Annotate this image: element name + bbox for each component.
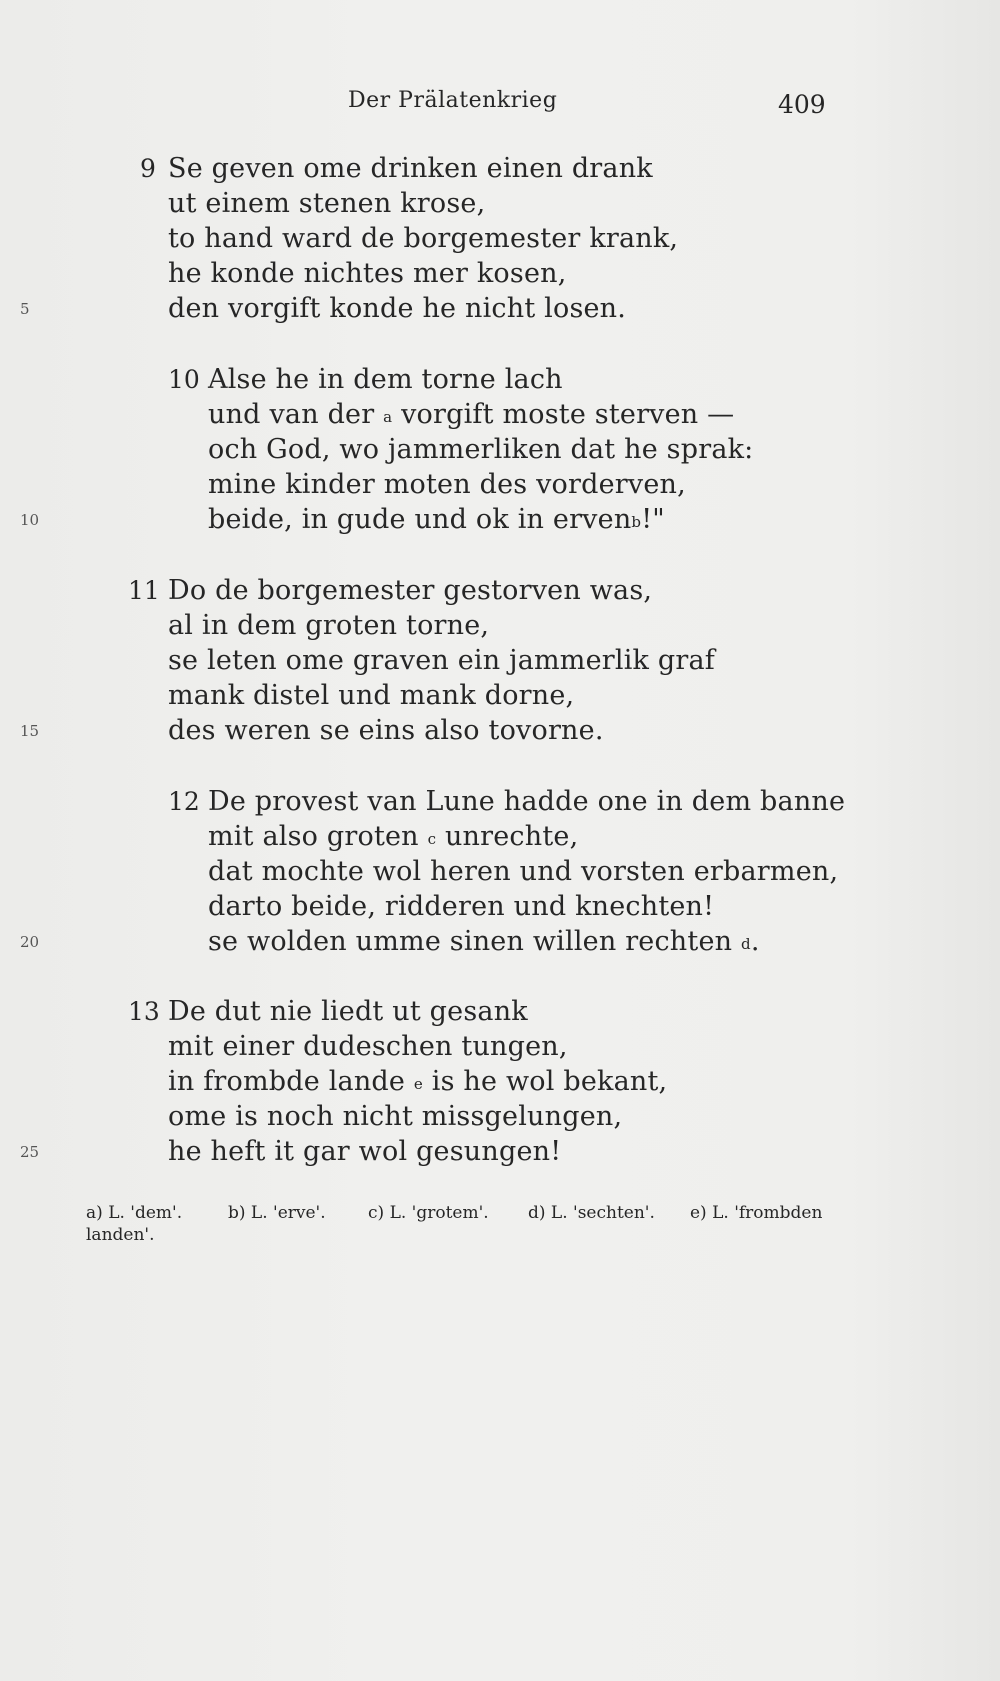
running-header: Der Prälatenkrieg xyxy=(348,88,558,113)
footnote-marker: b xyxy=(631,513,642,531)
footnote-mark: c) xyxy=(368,1203,385,1223)
verse-text: in frombde lande xyxy=(168,1066,406,1097)
verse-line: Se geven ome drinken einen drank xyxy=(168,153,653,184)
footnote-d xyxy=(528,1202,655,1224)
verse-line: De dut nie liedt ut gesank xyxy=(168,996,528,1027)
verse-line xyxy=(208,398,734,434)
footnote-b xyxy=(228,1202,326,1224)
verse-text: und van der xyxy=(208,399,375,430)
verse-line: Alse he in dem torne lach xyxy=(208,364,563,395)
verse-line xyxy=(168,1065,667,1101)
footnote-a xyxy=(86,1202,182,1224)
verse-line: mine kinder moten des vorderven, xyxy=(208,469,686,500)
verse-line: och God, wo jammerliken dat he sprak: xyxy=(208,434,754,465)
footnote-continuation: landen'. xyxy=(86,1225,155,1245)
verse-text: vorgift moste sterven — xyxy=(401,399,735,430)
footnote-marker: e xyxy=(413,1075,423,1093)
verse-line: den vorgift konde he nicht losen. xyxy=(168,293,627,324)
footnote-marker: c xyxy=(427,830,437,848)
margin-line-number: 10 xyxy=(20,511,40,529)
footnote-marker: a xyxy=(383,408,393,426)
footnote-text: L. 'grotem'. xyxy=(389,1203,489,1223)
stanza-number: 9 xyxy=(140,154,156,183)
margin-line-number: 25 xyxy=(20,1143,40,1161)
footnote-e xyxy=(690,1202,822,1224)
stanza-number: 13 xyxy=(128,997,160,1026)
verse-text: se wolden umme sinen willen rechten xyxy=(208,926,733,957)
verse-line xyxy=(208,503,665,539)
verse-line: he heft it gar wol gesungen! xyxy=(168,1136,562,1167)
footnote-text: L. 'sechten'. xyxy=(550,1203,655,1223)
verse-line: se leten ome graven ein jammerlik graf xyxy=(168,645,715,676)
verse-text: !" xyxy=(641,504,665,535)
verse-line: to hand ward de borgemester krank, xyxy=(168,223,679,254)
verse-line xyxy=(208,820,578,856)
footnote-mark: b) xyxy=(228,1203,246,1223)
footnote-text: L. 'frombden xyxy=(712,1203,823,1223)
verse-line: mank distel und mank dorne, xyxy=(168,680,575,711)
footnote-c xyxy=(368,1202,489,1224)
verse-line: De provest van Lune hadde one in dem banne xyxy=(208,786,846,817)
verse-text: unrechte, xyxy=(444,821,579,852)
margin-line-number: 5 xyxy=(20,300,30,318)
footnote-mark: d) xyxy=(528,1203,546,1223)
verse-line: ut einem stenen krose, xyxy=(168,188,486,219)
footnote-mark: a) xyxy=(86,1203,103,1223)
margin-line-number: 20 xyxy=(20,933,40,951)
verse-line: des weren se eins also tovorne. xyxy=(168,715,604,746)
stanza-number: 11 xyxy=(128,576,160,605)
verse-line: he konde nichtes mer kosen, xyxy=(168,258,567,289)
page-number: 409 xyxy=(778,90,826,119)
verse-text: is he wol bekant, xyxy=(431,1066,668,1097)
margin-line-number: 15 xyxy=(20,722,40,740)
verse-line xyxy=(208,925,760,961)
verse-line: darto beide, ridderen und knechten! xyxy=(208,891,715,922)
stanza-number: 12 xyxy=(168,787,200,816)
footnote-text: L. 'erve'. xyxy=(250,1203,326,1223)
verse-line: Do de borgemester gestorven was, xyxy=(168,575,653,606)
verse-line: al in dem groten torne, xyxy=(168,610,490,641)
footnote-text: L. 'dem'. xyxy=(108,1203,183,1223)
verse-text: mit also groten xyxy=(208,821,419,852)
verse-text: beide, in gude und ok in erven xyxy=(208,504,632,535)
verse-line: mit einer dudeschen tungen, xyxy=(168,1031,568,1062)
verse-line: ome is noch nicht missgelungen, xyxy=(168,1101,623,1132)
verse-line: dat mochte wol heren und vorsten erbarmen, xyxy=(208,856,839,887)
footnote-marker: d xyxy=(741,935,751,953)
footnote-mark: e) xyxy=(690,1203,707,1223)
verse-text: . xyxy=(750,926,760,957)
stanza-number: 10 xyxy=(168,365,200,394)
